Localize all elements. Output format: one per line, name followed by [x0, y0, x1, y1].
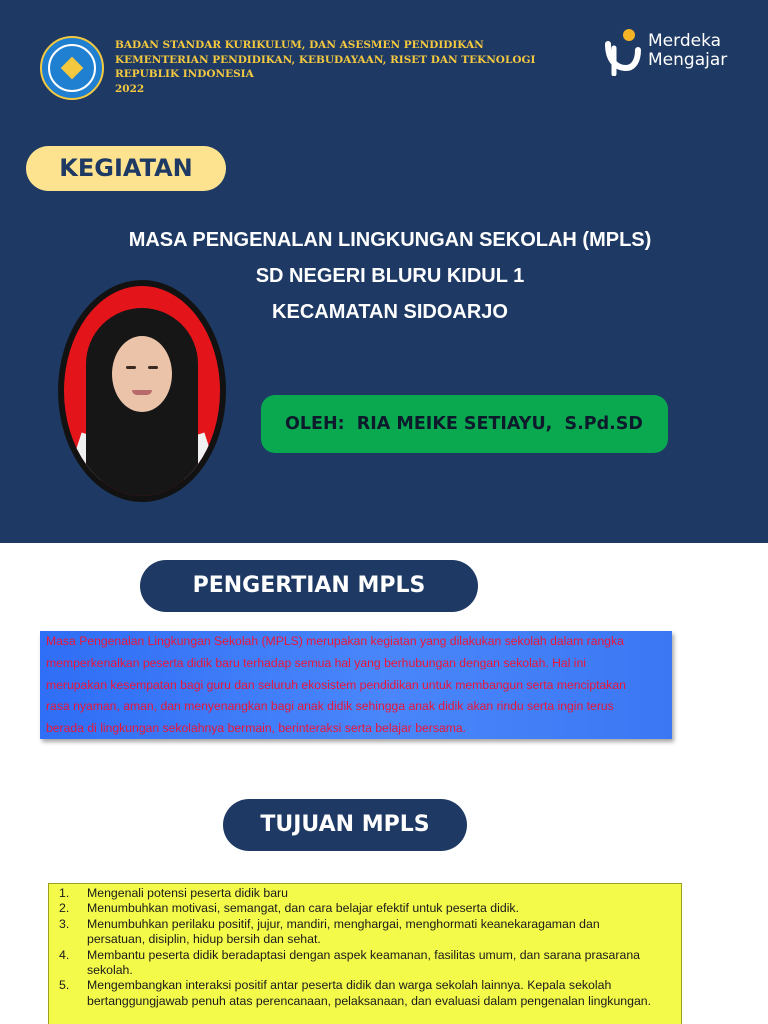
list-item-text: Menumbuhkan perilaku positif, jujur, mandiri, menghargai, menghormati keanekaragaman dan	[87, 916, 600, 931]
definition-line: rasa nyaman, aman, dan menyenangkan bagi anak didik sehingga anak didik akan rindu serta ingin terus	[46, 699, 614, 714]
list-item	[59, 978, 673, 1009]
tujuan-heading: TUJUAN MPLS	[223, 799, 467, 851]
brand-line-2: Mengajar	[648, 50, 728, 70]
list-item-text: Mengenali potensi peserta didik baru	[87, 886, 288, 900]
ministry-text	[115, 38, 536, 96]
list-item-number: 3.	[59, 916, 70, 931]
merdeka-mengajar-icon	[604, 28, 642, 76]
kegiatan-badge: KEGIATAN	[26, 146, 226, 191]
list-item-number: 2.	[59, 901, 70, 916]
ministry-line: BADAN STANDAR KURIKULUM, DAN ASESMEN PENDIDIKAN	[115, 39, 484, 51]
title-line: MASA PENGENALAN LINGKUNGAN SEKOLAH (MPLS)	[128, 229, 652, 251]
merdeka-mengajar-wordmark	[648, 32, 727, 70]
ministry-year: 2022	[115, 82, 145, 95]
definition-line: berada di lingkungan sekolahnya bermain, berinteraksi serta belajar bersama.	[46, 721, 467, 736]
ministry-line: KEMENTERIAN PENDIDIKAN, KEBUDAYAAN, RISET DAN TEKNOLOGI	[115, 53, 536, 66]
title-line: KECAMATAN SIDOARJO	[272, 301, 508, 323]
list-item-text: Menumbuhkan motivasi, semangat, dan cara belajar efektif untuk peserta didik.	[87, 901, 519, 916]
brand-line-1: Merdeka	[648, 31, 722, 51]
definition-box	[40, 631, 672, 739]
list-item-text: bertanggungjawab penuh atas perencanaan, pelaksanaan, dan evaluasi dalam pengenalan lingkungan.	[87, 993, 652, 1008]
list-item-text: persatuan, disiplin, hidup bersih dan sehat.	[87, 932, 321, 947]
definition-line: Masa Pengenalan Lingkungan Sekolah (MPLS) merupakan kegiatan yang dilakukan sekolah dalam rangka	[46, 634, 624, 648]
list-item	[59, 948, 673, 979]
list-item-text: sekolah.	[87, 963, 133, 978]
tut-wuri-handayani-icon	[40, 36, 104, 100]
list-item-number: 5.	[59, 978, 70, 993]
list-item	[59, 886, 673, 901]
list-item-number: 4.	[59, 947, 70, 962]
pengertian-heading: PENGERTIAN MPLS	[140, 560, 478, 612]
definition-line: memperkenalkan peserta didik baru terhadap semua hal yang berhubungan dengan sekolah. Hal ini	[46, 655, 586, 670]
list-item-text: Mengembangkan interaksi positif antar peserta didik dan warga sekolah lainnya. Kepala sekolah	[87, 978, 612, 993]
list-item	[59, 917, 673, 948]
ministry-line: REPUBLIK INDONESIA	[115, 68, 254, 80]
goals-list	[48, 883, 682, 1024]
author-badge: OLEH: RIA MEIKE SETIAYU, S.Pd.SD	[261, 395, 668, 453]
author-photo	[64, 286, 220, 496]
list-item-text: Membantu peserta didik beradaptasi dengan aspek keamanan, fasilitas umum, dan sarana prasarana	[87, 947, 641, 962]
list-item	[59, 901, 673, 916]
definition-line: merupakan kesempatan bagi guru dan seluruh ekosistem pendidikan untuk membangun serta menciptakan	[46, 677, 626, 692]
title-line: SD NEGERI BLURU KIDUL 1	[255, 265, 525, 287]
list-item-number: 1.	[59, 886, 70, 900]
